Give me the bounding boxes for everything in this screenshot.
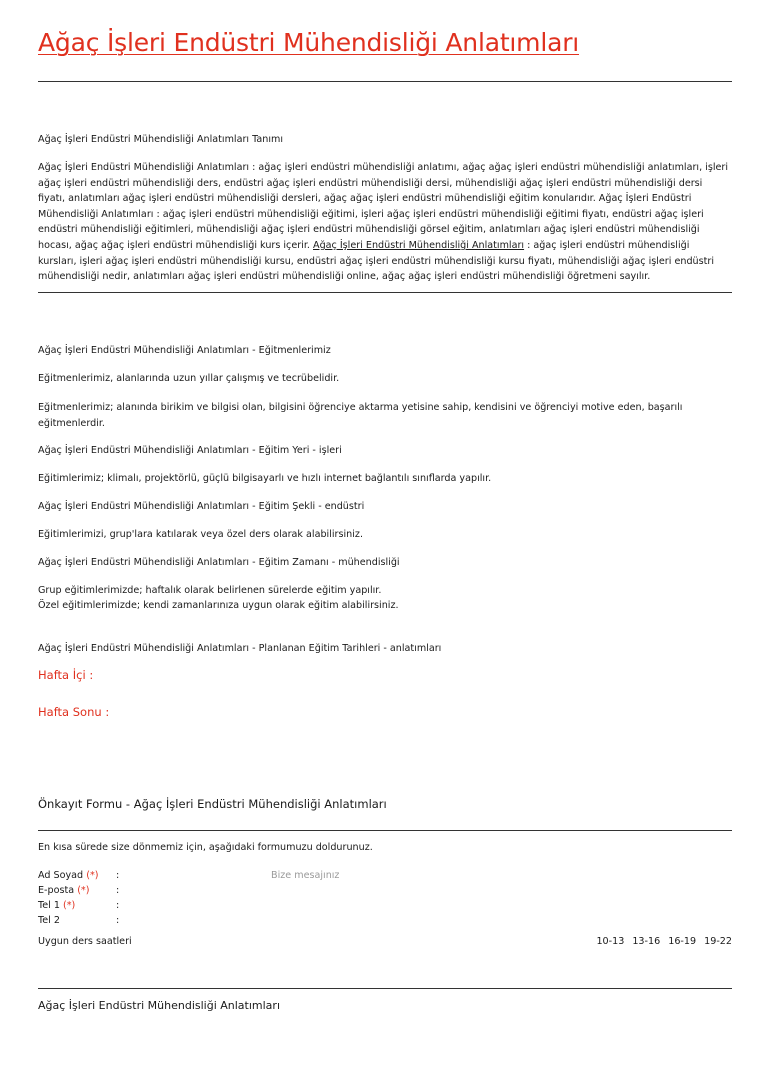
tanim-text-1: Ağaç İşleri Endüstri Mühendisliği Anlatımları : ağaç işleri endüstri mühendisliği anlatımı, ağaç ağaç işleri endüstri mühendisliği anlatımları, işleri ağaç işleri endüstri mühendisliği ders, endüstri ağaç işleri endüstri mühendisliği dersi, mühendisliği ağaç işleri endüstri mühendisliği dersi fiyatı, anlatımları ağaç işleri endüstri mühendisliği dersleri, ağaç ağaç işleri endüstri mühendisliği eğitim konularıdır. Ağaç İşleri Endüstri Mühendisliği Anlatımları : ağaç işleri endüstri mühendisliği eğitimi, işleri ağaç işleri endüstri mühendisliği eğitimi fiyatı, endüstri ağaç işleri endüstri mühendisliği eğitimleri, mühendisliği ağaç işleri endüstri mühendisliği görsel eğitim, anlatımları ağaç işleri endüstri mühendisliği hocası, ağaç ağaç işleri endüstri mühendisliği kurs içerir. bbox=[38, 162, 729, 251]
tanim-divider bbox=[38, 292, 732, 293]
field-label: Ad Soyad (*) bbox=[38, 870, 99, 881]
field-colon: : bbox=[116, 885, 120, 896]
egitmen-heading: Ağaç İşleri Endüstri Mühendisliği Anlatımları - Eğitmenlerimiz bbox=[38, 345, 331, 356]
hours-row bbox=[38, 936, 732, 951]
hour-option[interactable]: 13-16 bbox=[632, 936, 661, 947]
field-colon: : bbox=[116, 915, 120, 926]
tanim-text-2: : ağaç işleri endüstri mühendisliği kursları, işleri ağaç işleri endüstri mühendisliği kursu, endüstri ağaç işleri endüstri mühendisliği kursu fiyatı, mühendisliği ağaç işleri endüstri mühendisliği nedir, anlatımları ağaç işleri endüstri mühendisliği online, ağaç ağaç işleri endüstri mühendisliği öğretmeni sayılır. bbox=[38, 239, 714, 283]
field-colon: : bbox=[116, 870, 120, 881]
field-ad-soyad[interactable] bbox=[38, 870, 732, 885]
field-label: E-posta (*) bbox=[38, 885, 90, 896]
hour-option[interactable]: 19-22 bbox=[704, 936, 732, 947]
message-placeholder[interactable]: Bize mesajınız bbox=[271, 870, 340, 881]
field-tel-2[interactable] bbox=[38, 915, 732, 930]
tanim-heading: Ağaç İşleri Endüstri Mühendisliği Anlatımları Tanımı bbox=[38, 134, 284, 145]
hours-label: Uygun ders saatleri bbox=[38, 936, 132, 947]
zaman-heading: Ağaç İşleri Endüstri Mühendisliği Anlatımları - Eğitim Zamanı - mühendisliği bbox=[38, 557, 400, 568]
required-mark: (*) bbox=[86, 870, 99, 881]
yer-heading: Ağaç İşleri Endüstri Mühendisliği Anlatımları - Eğitim Yeri - işleri bbox=[38, 445, 342, 456]
sekil-text: Eğitimlerimizi, grup'lara katılarak veya özel ders olarak alabilirsiniz. bbox=[38, 529, 363, 540]
egitmen-text-1: Eğitmenlerimiz, alanlarında uzun yıllar çalışmış ve tecrübelidir. bbox=[38, 373, 340, 384]
footer-divider bbox=[38, 988, 732, 989]
zaman-text-1: Grup eğitimlerimizde; haftalık olarak belirlenen sürelerde eğitim yapılır. bbox=[38, 585, 382, 596]
hafta-ici-label: Hafta İçi : bbox=[38, 668, 94, 682]
form-title: Önkayıt Formu - Ağaç İşleri Endüstri Mühendisliği Anlatımları bbox=[38, 797, 387, 811]
title-divider bbox=[38, 81, 732, 82]
hour-option[interactable]: 10-13 bbox=[596, 936, 625, 947]
yer-text: Eğitimlerimiz; klimalı, projektörlü, güçlü bilgisayarlı ve hızlı internet bağlantılı sınıflarda yapılır. bbox=[38, 473, 492, 484]
page-title: Ağaç İşleri Endüstri Mühendisliği Anlatımları bbox=[38, 28, 580, 57]
field-label: Tel 2 bbox=[38, 915, 60, 926]
form-intro: En kısa sürede size dönmemiz için, aşağıdaki formumuzu doldurunuz. bbox=[38, 842, 373, 853]
hafta-sonu-label: Hafta Sonu : bbox=[38, 705, 110, 719]
required-mark: (*) bbox=[77, 885, 90, 896]
tanim-paragraph bbox=[38, 160, 728, 285]
egitmen-text-2: Eğitmenlerimiz; alanında birikim ve bilgisi olan, bilgisini öğrenciye aktarma yetisine sahip, kendisini ve öğrenciyi motive eden, başarılı eğitmenlerdir. bbox=[38, 402, 683, 429]
hour-option[interactable]: 16-19 bbox=[668, 936, 697, 947]
field-e-posta[interactable] bbox=[38, 885, 732, 900]
form-divider bbox=[38, 830, 732, 831]
zaman-text-2: Özel eğitimlerimizde; kendi zamanlarınıza uygun olarak eğitim alabilirsiniz. bbox=[38, 600, 399, 611]
hours-options bbox=[588, 936, 732, 947]
footer-text: Ağaç İşleri Endüstri Mühendisliği Anlatımları bbox=[38, 999, 281, 1012]
sekil-heading: Ağaç İşleri Endüstri Mühendisliği Anlatımları - Eğitim Şekli - endüstri bbox=[38, 501, 365, 512]
field-label: Tel 1 (*) bbox=[38, 900, 76, 911]
field-colon: : bbox=[116, 900, 120, 911]
tarih-heading: Ağaç İşleri Endüstri Mühendisliği Anlatımları - Planlanan Eğitim Tarihleri - anlatımları bbox=[38, 643, 442, 654]
required-mark: (*) bbox=[63, 900, 76, 911]
tanim-link[interactable]: Ağaç İşleri Endüstri Mühendisliği Anlatımları bbox=[313, 239, 525, 251]
field-tel-1[interactable] bbox=[38, 900, 732, 915]
